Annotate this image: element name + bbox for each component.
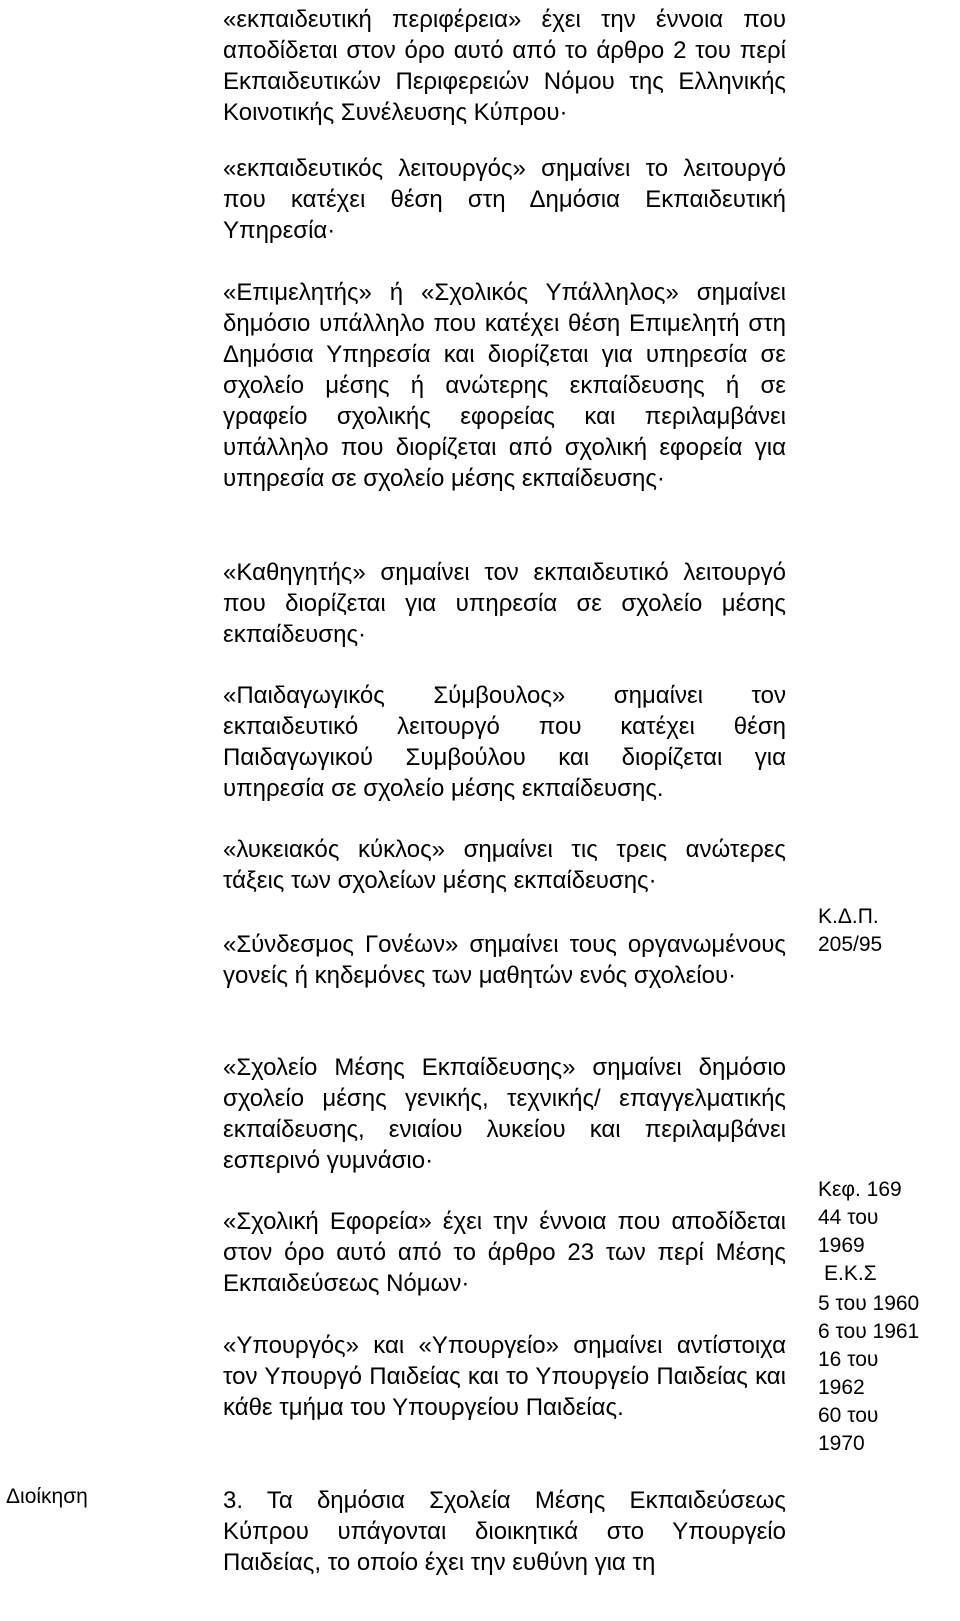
margin-note-line: 205/95 — [818, 933, 883, 956]
margin-note-line: 6 του 1961 — [818, 1320, 920, 1343]
definition-ekpaideftiki-perifereia: «εκπαιδευτική περιφέρεια» έχει την έννοια που αποδίδεται στον όρο αυτό από το άρθρο 2 του περί Εκπαιδευτικών Περιφερειών Νόμου της Ελληνικής Κοινοτικής Συνέλευσης Κύπρου· — [223, 6, 786, 126]
margin-note-line: 1969 — [818, 1234, 865, 1257]
margin-note-line: 60 του — [818, 1404, 879, 1427]
section-heading-dioikisi: Διοίκηση — [6, 1485, 88, 1508]
definition-lykeiakos-kyklos: «λυκειακός κύκλος» σημαίνει τις τρεις ανώτερες τάξεις των σχολείων μέσης εκπαίδευσης· — [223, 836, 786, 894]
definition-epimelitis: «Επιμελητής» ή «Σχολικός Υπάλληλος» σημαίνει δημόσιο υπάλληλο που κατέχει θέση Επιμελητή στη Δημόσια Υπηρεσία και διορίζεται για υπηρεσία σε σχολείο μέσης ή ανώτερης εκπαίδευσης ή σε γραφείο σχολικής εφορείας και περιλαμβάνει υπάλληλο που διορίζεται από σχολική εφορεία για υπηρεσία σε σχολείο μέσης εκπαίδευσης· — [223, 279, 786, 492]
definition-ypourgos-ypourgeio: «Υπουργός» και «Υπουργείο» σημαίνει αντίστοιχα τον Υπουργό Παιδείας και το Υπουργείο Παιδείας και κάθε τμήμα του Υπουργείου Παιδείας. — [223, 1332, 786, 1421]
definition-scholeio-mesis-ekpaidefsis: «Σχολείο Μέσης Εκπαίδευσης» σημαίνει δημόσιο σχολείο μέσης γενικής, τεχνικής/ επαγγελματικής εκπαίδευσης, ενιαίου λυκείου και περιλαμβάνει εσπερινό γυμνάσιο· — [223, 1054, 786, 1174]
margin-note-line: 1970 — [818, 1432, 865, 1455]
margin-note-line: 5 του 1960 — [818, 1292, 920, 1315]
definition-paidagogikos-symvoulos: «Παιδαγωγικός Σύμβουλος» σημαίνει τον εκπαιδευτικό λειτουργό που κατέχει θέση Παιδαγωγικού Συμβούλου και διορίζεται για υπηρεσία σε σχολείο μέσης εκπαίδευσης. — [223, 682, 786, 802]
margin-note-kdp — [818, 903, 882, 959]
margin-note-line: Κ.Δ.Π. — [818, 905, 879, 928]
margin-note-line: 16 του — [818, 1348, 879, 1371]
definition-scholiki-eforeia: «Σχολική Εφορεία» έχει την έννοια που αποδίδεται στον όρο αυτό από το άρθρο 23 των περί Μέσης Εκπαιδεύσεως Νόμων· — [223, 1208, 786, 1297]
margin-note-line: 1962 — [818, 1376, 865, 1399]
definition-syndesmos-goneon: «Σύνδεσμος Γονέων» σημαίνει τους οργανωμένους γονείς ή κηδεμόνες των μαθητών ενός σχολείου· — [223, 931, 786, 989]
margin-note-line: Κεφ. 169 — [818, 1178, 902, 1201]
margin-note-years — [818, 1290, 919, 1458]
definition-ekpaideftikos-leitourgos: «εκπαιδευτικός λειτουργός» σημαίνει το λειτουργό που κατέχει θέση στη Δημόσια Εκπαιδευτική Υπηρεσία· — [223, 155, 786, 244]
definition-kathigitis: «Καθηγητής» σημαίνει τον εκπαιδευτικό λειτουργό που διορίζεται για υπηρεσία σε σχολείο μέσης εκπαίδευσης· — [223, 559, 786, 648]
margin-note-line: Ε.Κ.Σ — [824, 1262, 877, 1285]
section-3-text: 3. Τα δημόσια Σχολεία Μέσης Εκπαιδεύσεως Κύπρου υπάγονται διοικητικά στο Υπουργείο Παιδείας, το οποίο έχει την ευθύνη για τη — [223, 1487, 786, 1576]
margin-note-line: 44 του — [818, 1206, 879, 1229]
margin-note-kef — [818, 1176, 902, 1288]
